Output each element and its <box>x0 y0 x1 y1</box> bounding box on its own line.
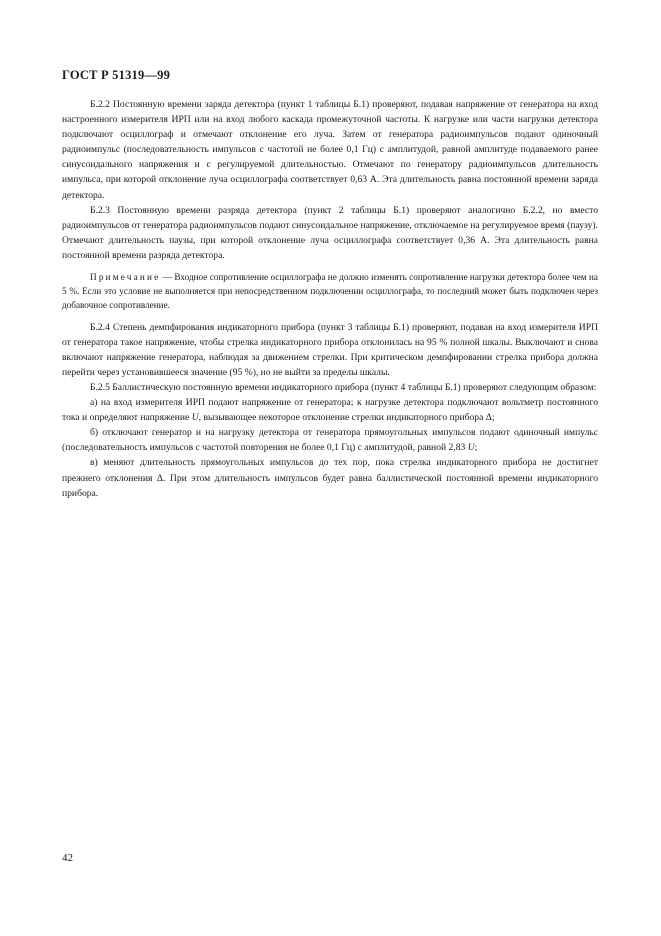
page-number: 42 <box>62 852 73 864</box>
list-item-a <box>62 395 598 425</box>
standard-designation: ГОСТ Р 51319—99 <box>62 68 171 82</box>
paragraph-b-2-3: Б.2.3 Постоянную времени разряда детектора (пункт 2 таблицы Б.1) проверяют аналогично Б.2.2, но вместо радиоимпульсов от генератора радиоимпульсов подают синусоидальное напряжение, отключаемое на регулируемое время (паузу). Отмечают длительность паузы, при которой отклонение луча осциллографа соответствует 0,36 A. Эта длительность равна постоянной времени разряда детектора. <box>62 204 598 261</box>
note-paragraph <box>62 270 598 313</box>
voltage-symbol: U <box>191 412 199 424</box>
list-item-b <box>62 425 598 455</box>
voltage-symbol: U <box>467 442 475 454</box>
list-item-b-text-1: б) отключают генератор и на нагрузку детектора от генератора прямоугольных импульсов подают одиночный импульс (последовательность импульсов с частотой повторения не более 0,1 Гц) с амплитудой, равной 2,83 <box>62 427 598 454</box>
paragraph-b-2-5: Б.2.5 Баллистическую постоянную времени индикаторного прибора (пункт 4 таблицы Б.1) проверяют следующим образом: <box>90 382 597 394</box>
list-item-b-text-2: ; <box>474 442 478 454</box>
document-body <box>62 97 598 501</box>
note-label: Примечание <box>90 272 161 283</box>
list-item-c: в) меняют длительность прямоугольных импульсов до тех пор, пока стрелка индикаторного прибора не достигнет прежнего отклонения Δ. При этом длительность импульсов будет равна баллистической постоянной времени индикаторного прибора. <box>62 457 598 499</box>
note-text: — Входное сопротивление осциллографа не должно изменять сопротивление нагрузки детектора более чем на 5 %. Если это условие не выполняется при непосредственном подключении осциллографа, то последний может быть подключен через добавочное сопротивление. <box>62 272 598 311</box>
list-item-a-text-2: , вызывающее некоторое отклонение стрелки индикаторного прибора Δ; <box>198 412 495 424</box>
list-item-a-text-1: а) на вход измерителя ИРП подают напряжение от генератора; к нагрузке детектора подключают вольтметр постоянного тока и определяют напряжение <box>62 397 598 424</box>
paragraph-b-2-4: Б.2.4 Степень демпфирования индикаторного прибора (пункт 3 таблицы Б.1) проверяют, подавая на вход измерителя ИРП от генератора такое напряжение, чтобы стрелка индикаторного прибора отклонилась на 95 % полной шкалы. Выключают и снова включают напряжение генератора, наблюдая за движением стрелки. При критическом демпфировании стрелка прибора должна перейти через установившееся значение (95 %), но не выйти за пределы шкалы. <box>62 321 598 378</box>
paragraph-b-2-2: Б.2.2 Постоянную времени заряда детектора (пункт 1 таблицы Б.1) проверяют, подавая напряжение от генератора на вход настроенного измерителя ИРП или на вход любого каскада промежуточной частоты. К нагрузке или части нагрузки детектора подключают осциллограф и отмечают отклонение его луча. Затем от генератора радиоимпульсов подают одиночный радиоимпульс (последовательность импульсов с частотой не более 0,1 Гц) с амплитудой, равной амплитуде подаваемого ранее синусоидального напряжения и с регулируемой длительностью. Отмечают по генератору радиоимпульсов длительность импульса, при которой отклонение луча осциллографа соответствует 0,63 A. Эта длительность равна постоянной времени заряда детектора. <box>62 99 598 201</box>
